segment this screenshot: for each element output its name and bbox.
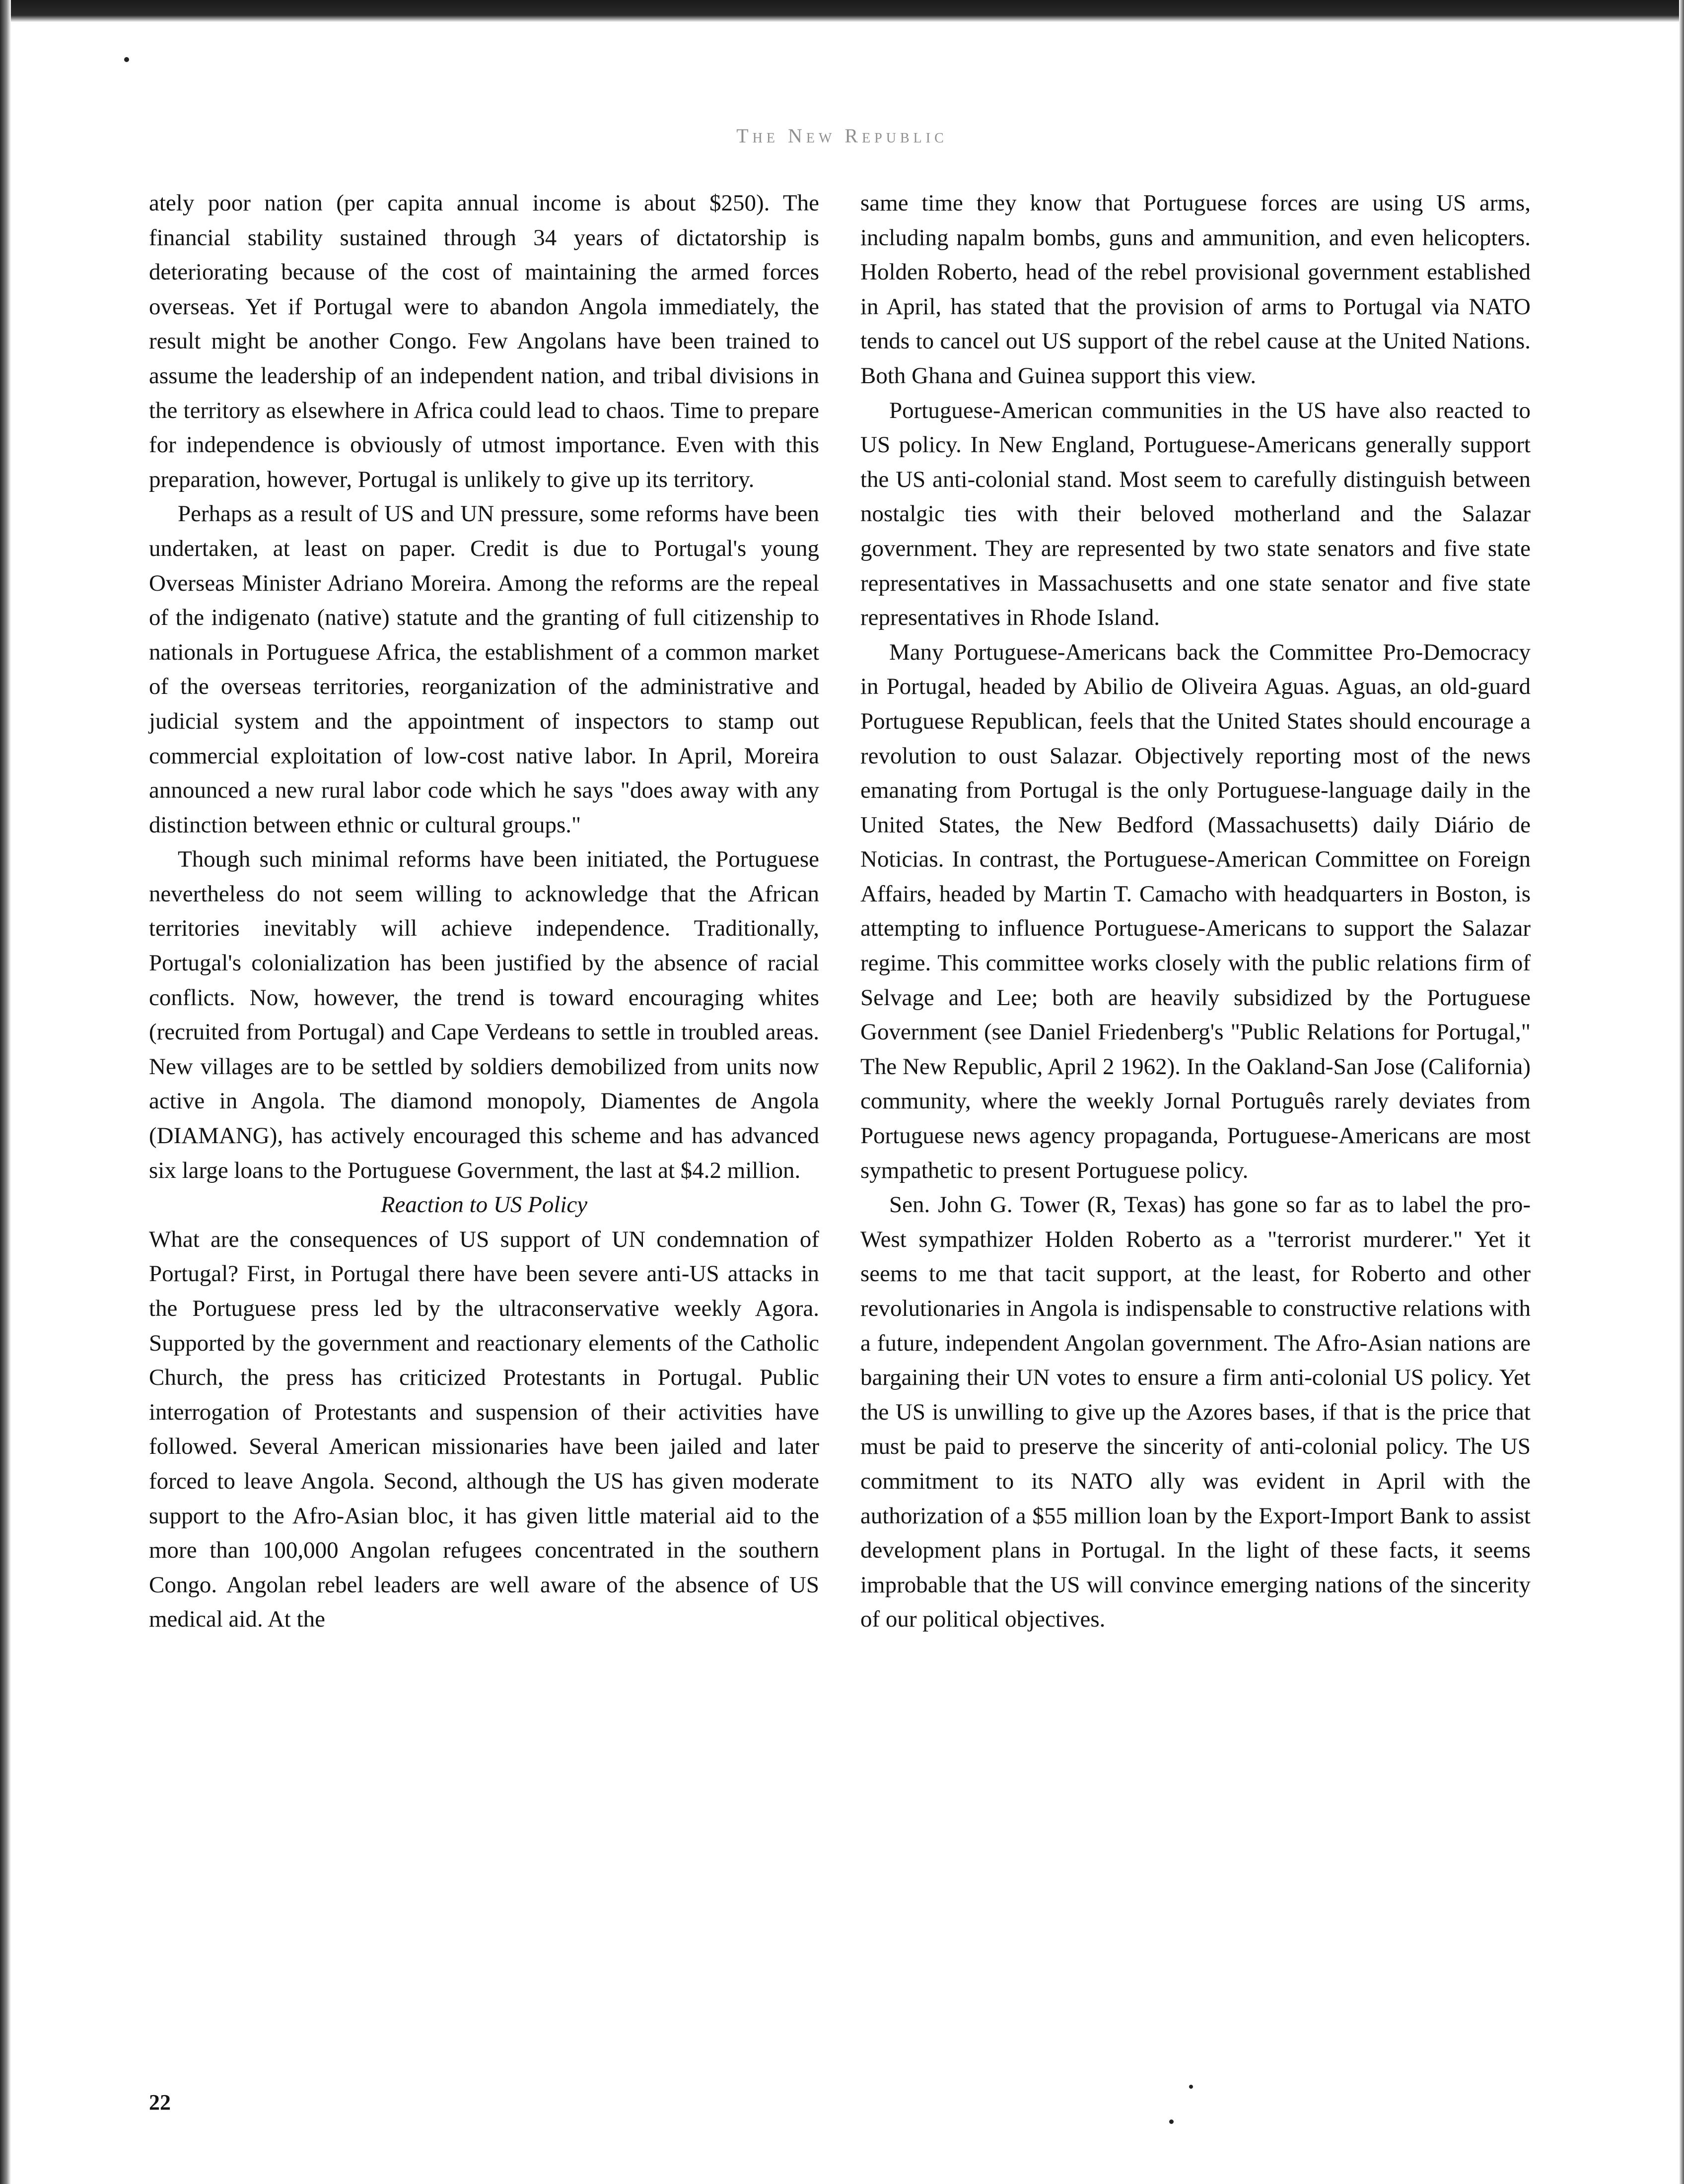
scan-edge-right [1679, 0, 1684, 2184]
scan-edge-top [0, 0, 1684, 22]
paragraph: Sen. John G. Tower (R, Texas) has gone so far as to label the pro-West sympathizer Holden Roberto as a "terrorist murderer." Yet it seems to me that tacit support, at the least, for Roberto and other revolutionaries in Angola is indispensable to constructive relations with a future, independent Angolan government. The Afro-Asian nations are bargaining their UN votes to ensure a firm anti-colonial US policy. Yet the US is unwilling to give up the Azores bases, if that is the price that must be paid to preserve the sincerity of anti-colonial policy. The US commitment to its NATO ally was evident in April with the authorization of a $55 million loan by the Export-Import Bank to assist development plans in Portugal. In the light of these facts, it seems improbable that the US will convince emerging nations of the sincerity of our political objectives. [860, 1192, 1531, 1633]
running-head: The New Republic [736, 125, 948, 147]
paragraph: Many Portuguese-Americans back the Committee Pro-Democracy in Portugal, headed by Abilio de Oliveira Aguas. Aguas, an old-guard Portuguese Republican, feels that the United States should encourage a revolution to oust Salazar. Objectively reporting most of the news emanating from Portugal is the only Portuguese-language daily in the United States, the New Bedford (Massachusetts) daily Diário de Noticias. In contrast, the Portuguese-American Committee on Foreign Affairs, headed by Martin T. Camacho with headquarters in Boston, is attempting to influence Portuguese-Americans to support the Salazar regime. This committee works closely with the public relations firm of Selvage and Lee; both are heavily subsidized by the Portuguese Government (see Daniel Friedenberg's "Public Relations for Portugal," The New Republic, April 2 1962). In the Oakland-San Jose (California) community, where the weekly Jornal Português rarely deviates from Portuguese news agency propaganda, Portuguese-Americans are most sympathetic to present Portuguese policy. [860, 639, 1531, 1183]
page-number: 22 [149, 2090, 171, 2115]
left-column [149, 186, 819, 1637]
scan-speck [124, 57, 129, 62]
scan-speck [1189, 2085, 1193, 2089]
scan-speck [1169, 2119, 1174, 2124]
paragraph: same time they know that Portuguese forces are using US arms, including napalm bombs, guns and ammunition, and even helicopters. Holden Roberto, head of the rebel provisional government established in April, has stated that the provision of arms to Portugal via NATO tends to cancel out US support of the rebel cause at the United Nations. Both Ghana and Guinea support this view. [860, 190, 1531, 389]
section-subhead: Reaction to US Policy [380, 1192, 588, 1218]
right-column [860, 186, 1531, 1637]
paragraph: What are the consequences of US support of UN condemnation of Portugal? First, in Portugal there have been severe anti-US attacks in the Portuguese press led by the ultraconservative weekly Agora. Supported by the government and reactionary elements of the Catholic Church, the press has criticized Protestants in Portugal. Public interrogation of Protestants and suspension of their activities have followed. Several American missionaries have been jailed and later forced to leave Angola. Second, although the US has given moderate support to the Afro-Asian bloc, it has given little material aid to the more than 100,000 Angolan refugees concentrated in the southern Congo. Angolan rebel leaders are well aware of the absence of US medical aid. At the [149, 1226, 819, 1633]
scan-edge-left [0, 0, 11, 2184]
paragraph: Portuguese-American communities in the US have also reacted to US policy. In New England, Portuguese-Americans generally support the US anti-colonial stand. Most seem to carefully distinguish between nostalgic ties with their beloved motherland and the Salazar government. They are represented by two state senators and five state representatives in Massachusetts and one state senator and five state representatives in Rhode Island. [860, 397, 1531, 631]
paragraph: ately poor nation (per capita annual income is about $250). The financial stability sustained through 34 years of dictatorship is deteriorating because of the cost of maintaining the armed forces overseas. Yet if Portugal were to abandon Angola immediately, the result might be another Congo. Few Angolans have been trained to assume the leadership of an independent nation, and tribal divisions in the territory as elsewhere in Africa could lead to chaos. Time to prepare for independence is obviously of utmost importance. Even with this preparation, however, Portugal is unlikely to give up its territory. [149, 190, 819, 492]
paragraph: Though such minimal reforms have been initiated, the Portuguese nevertheless do not seem willing to acknowledge that the African territories inevitably will achieve independence. Traditionally, Portugal's colonialization has been justified by the absence of racial conflicts. Now, however, the trend is toward encouraging whites (recruited from Portugal) and Cape Verdeans to settle in troubled areas. New villages are to be settled by soldiers demobilized from units now active in Angola. The diamond monopoly, Diamentes de Angola (DIAMANG), has actively encouraged this scheme and has advanced six large loans to the Portuguese Government, the last at $4.2 million. [149, 846, 819, 1183]
paragraph: Perhaps as a result of US and UN pressure, some reforms have been undertaken, at least on paper. Credit is due to Portugal's young Overseas Minister Adriano Moreira. Among the reforms are the repeal of the indigenato (native) statute and the granting of full citizenship to nationals in Portuguese Africa, the establishment of a common market of the overseas territories, reorganization of the administrative and judicial system and the appointment of inspectors to stamp out commercial exploitation of low-cost native labor. In April, Moreira announced a new rural labor code which he says "does away with any distinction between ethnic or cultural groups." [149, 501, 819, 838]
